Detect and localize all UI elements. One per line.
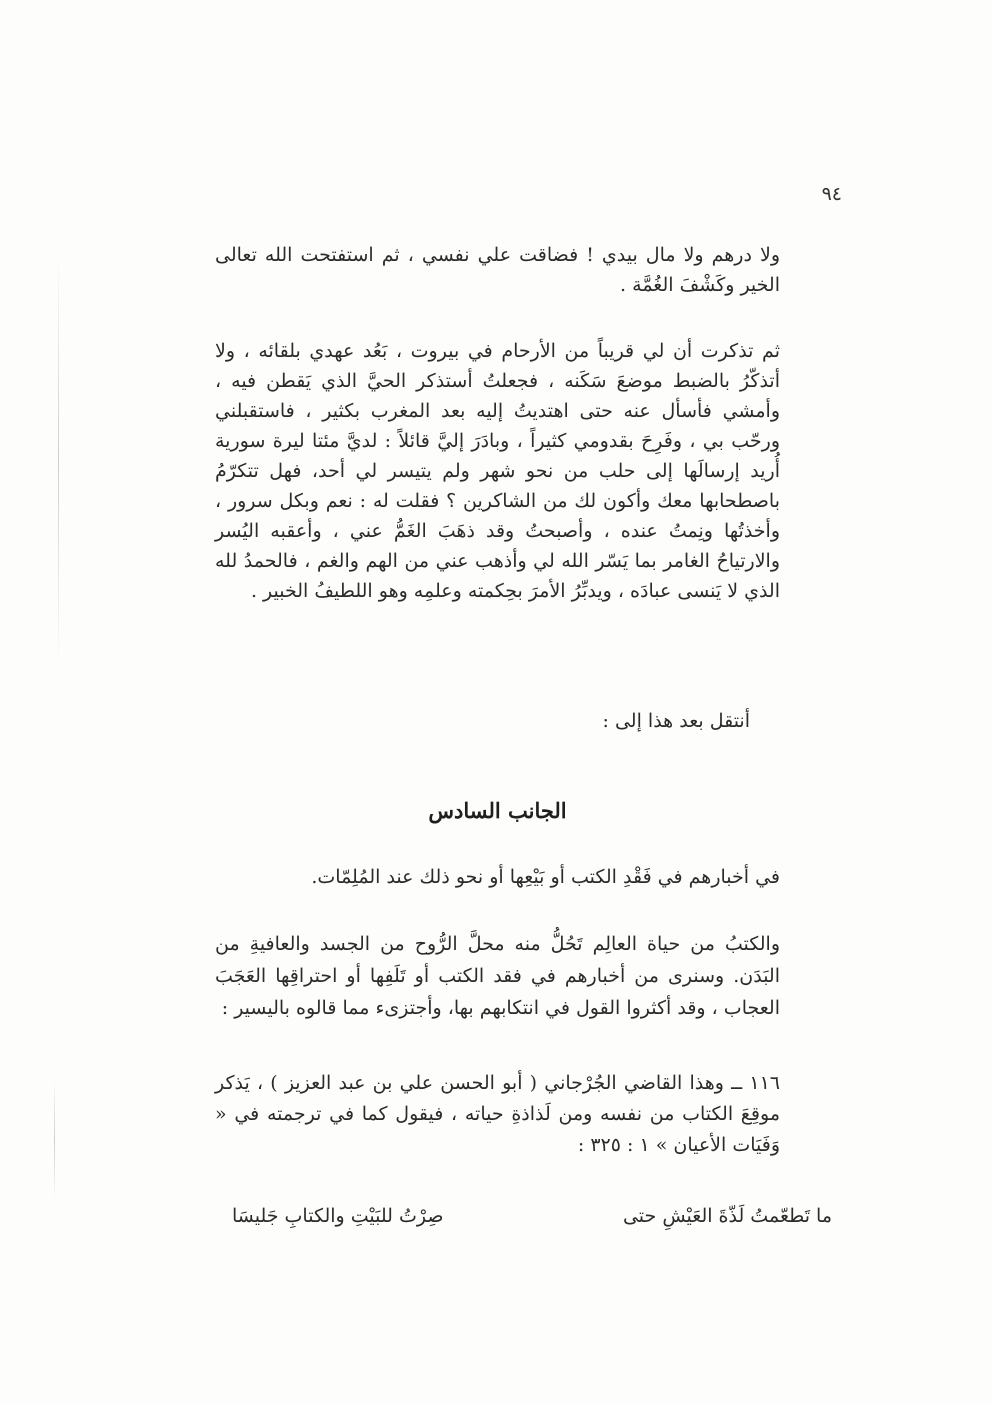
- paragraph-item-116: ١١٦ ــ وهذا القاضي الجُرْجاني ( أبو الحسن علي بن عبد العزيز ) ، يَذكر موقِعَ الكتاب من نفسه ومن لَذاذةِ حياته ، فيقول كما في ترجمته في « وَفَيَات الأعيان » ١ : ٣٢٥ :: [215, 1072, 780, 1156]
- paragraph-transition: أنتقل بعد هذا إلى :: [602, 710, 750, 732]
- paragraph-books-value: والكتبُ من حياة العالِم تَحُلُّ منه محلَّ الرُّوح من الجسد والعافيةِ من البَدَن. وسنرى من أخبارهم في فقد الكتب أو تَلَفِها أو احتراقِها العَجَبَ العجاب ، وقد أكثروا القول في انتكابهم بها، وأجتزىء مما قالوه باليسير :: [215, 933, 780, 1019]
- page-number: ٩٤: [821, 183, 842, 205]
- section-heading: الجانب السادس: [428, 798, 567, 823]
- poem-verse: [232, 1205, 832, 1227]
- scan-margin-line: [58, 250, 59, 670]
- verse-second-hemistich: صِرْتُ للبَيْتِ والكتابِ جَليسَا: [232, 1205, 444, 1227]
- paragraph-relative-story: ثم تذكرت أن لي قريباً من الأرحام في بيروت ، بَعُد عهدي بلقائه ، ولا أتذكّرُ بالضبط موضعَ سَكَنه ، فجعلتُ أستذكر الحيَّ الذي يَقطن فيه ، وأمشي فأسأل عنه حتى اهتديتُ إليه بعد المغرب بكثير ، فاستقبلني ورحّب بي ، وفَرِحَ بقدومي كثيراً ، وبادَرَ إليَّ قائلاً : لديَّ مئتا ليرة سورية أُريد إرسالَها إلى حلب من نحو شهر ولم يتيسر لي أحد، فهل تتكرّمُ باصطحابها معك وأكون لك من الشاكرين ؟ فقلت له : نعم وبكل سرور ، وأخذتُها ونِمتُ عنده ، وأصبحتُ وقد ذهَبَ الغَمُّ عني ، وأعقبه اليُسر والارتياحُ الغامر بما يَسّر الله لي وأذهب عني من الهم والغم ، فالحمدُ لله الذي لا يَنسى عبادَه ، ويدبِّرُ الأمرَ بحِكمته وعلمِه وهو اللطيفُ الخبير .: [215, 340, 780, 602]
- verse-first-hemistich: ما تَطعّمتُ لَذّةَ العَيْشِ حتى: [622, 1205, 832, 1227]
- paragraph-section-intro: في أخبارهم في فَقْدِ الكتب أو بَيْعِها أو نحو ذلك عند المُلِمّات.: [311, 866, 780, 888]
- paragraph-continuation: ولا درهم ولا مال بيدي ! فضاقت علي نفسي ، ثم استفتحت الله تعالى الخير وكَشْفَ الغُمَّة .: [215, 244, 780, 296]
- scan-margin-line: [54, 1080, 55, 1200]
